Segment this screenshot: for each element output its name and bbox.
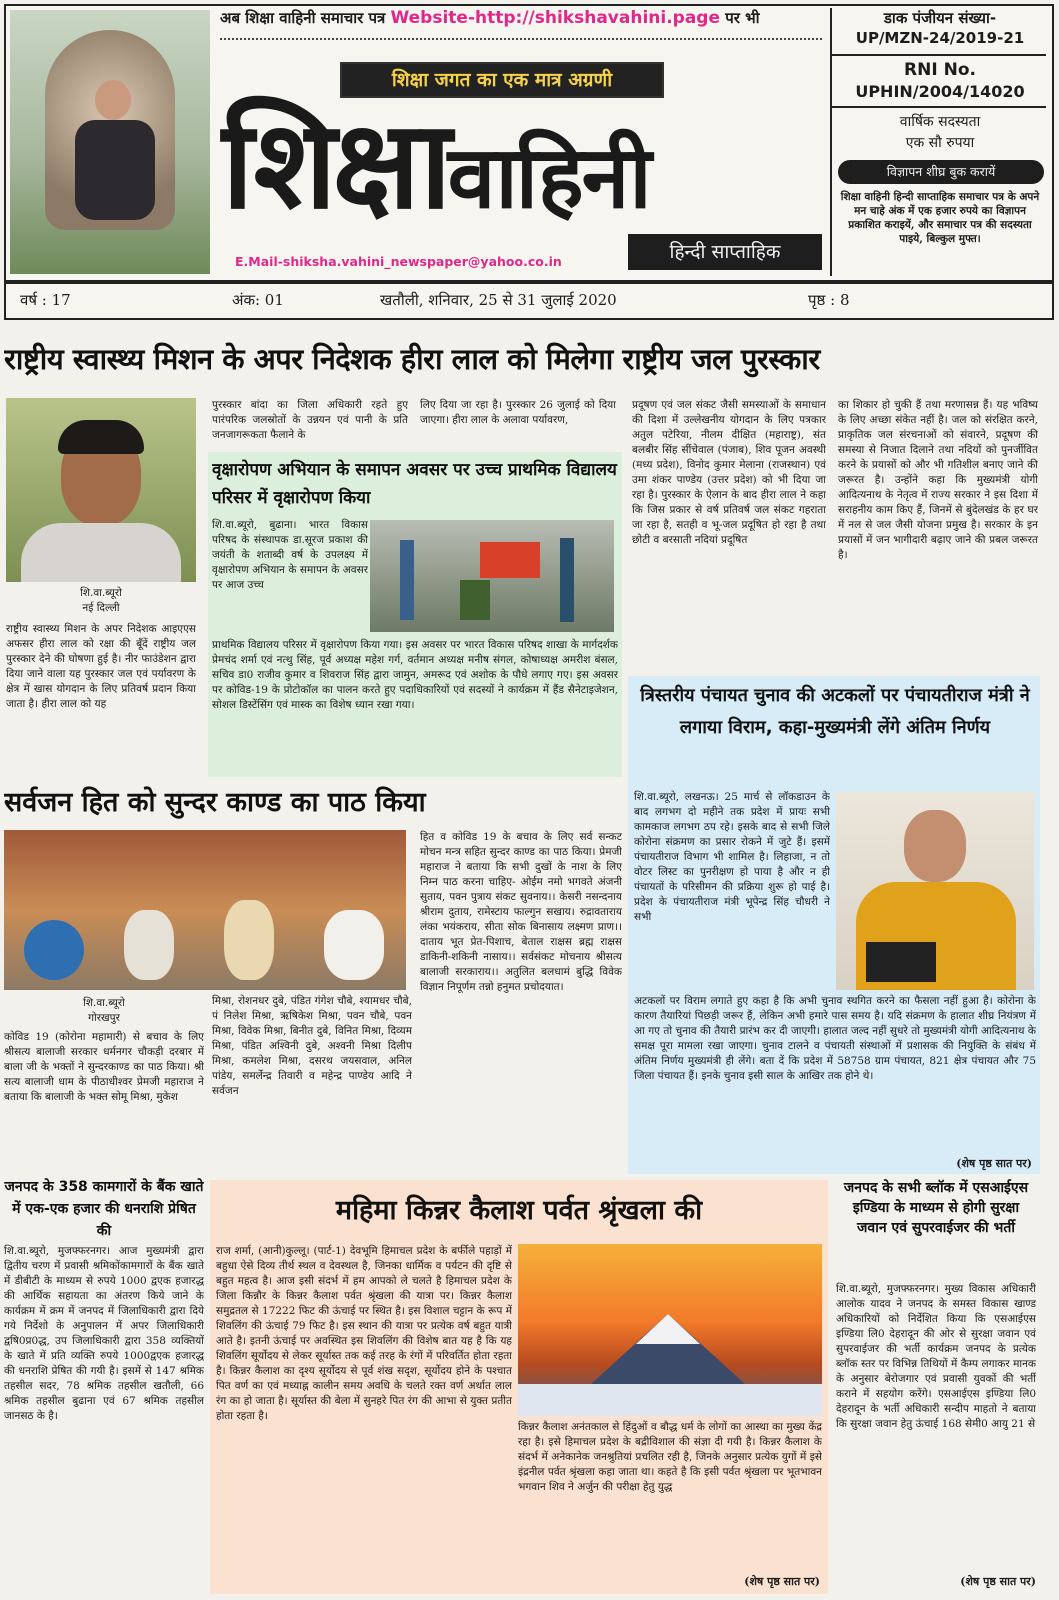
dateline-issue: अंक: 01: [232, 291, 284, 309]
subscription-line-1: वार्षिक सदस्यता: [899, 114, 981, 130]
story2-photo: [370, 520, 614, 632]
dateline-pages: पृष्ठ : 8: [808, 291, 850, 309]
story1-col5: का शिकार हो चुकी हैं तथा मरणासन्न हैं। यह भविष्य के लिए अच्छा संकेत नहीं है। जल को संरक्षित करने, प्राकृतिक जल संरचनाओं को संवारने, प्रदूषण की समस्या से निजात दिलाने तथा नदियों को पुनर्जीवित करने के प्रयासों को और भी गतिशील बनाए जाने की जरूरत है। उन्होंने कहा कि मुख्यमंत्री योगी आदित्यनाथ के नेतृत्व में राज्य सरकार ने इस दिशा में सराहनीय काम किए हैं, जिनमें से बुंदेलखंड के हर घर में नल से जल जैसी योजना प्रमुख है। सरकार के इन प्रयासों में जन भागीदारी बढ़ाए जाने की प्रबल जरूरत है।: [838, 399, 1038, 561]
website-link[interactable]: Website-http://shikshavahini.page: [390, 8, 720, 28]
story6-headline: महिमा किन्नर कैलाश पर्वत श्रृंखला की: [335, 1195, 703, 1226]
weekly-label: हिन्दी साप्ताहिक: [669, 241, 781, 263]
story4-caption-1: शि.वा.ब्यूरो: [83, 997, 125, 1009]
story1-photo: [6, 398, 196, 582]
story6-text-right: किन्नर कैलाश अनंतकाल से हिंदुओं व बौद्ध धर्म के लोगों का आस्था का मुख्य केंद्र रहा है। इसे हिमाचल प्रदेश के बद्रीविशाल की संज्ञा दी गयी है। किन्नर कैलाश के संदर्भ में अनेकानेक जनश्रुतियां प्रचलित रही है, जिनके अनुसार प्रत्येक युगों में इसे इंद्रनील पर्वत श्रृंखला कहा जाता था। कहते है कि इसी पर्वत श्रृंखला पर भूतभावन भगवान शिव ने अर्जुन की परीक्षा हेतु युद्ध: [518, 1421, 822, 1493]
top-line-prefix: अब शिक्षा वाहिनी समाचार पत्र: [220, 9, 386, 27]
dateline-place-date: खतौली, शनिवार, 25 से 31 जुलाई 2020: [380, 291, 617, 309]
dateline-year: वर्ष : 17: [20, 291, 71, 309]
masthead-top-line: [220, 8, 820, 34]
masthead-title: [222, 80, 832, 250]
tagline: शिक्षा जगत का एक मात्र अग्रणी: [391, 69, 613, 91]
postal-number: UP/MZN-24/2019-21: [855, 29, 1025, 47]
main-headline: राष्ट्रीय स्वास्थ्य मिशन के अपर निदेशक हीरा लाल को मिलेगा राष्ट्रीय जल पुरस्कार: [4, 342, 820, 376]
title-vahini: वाहिनी: [447, 127, 650, 228]
story7-continued: (शेष पृष्ठ सात पर): [960, 1575, 1036, 1588]
subscription-line-2: एक सौ रुपया: [905, 135, 975, 151]
story3-continued: (शेष पृष्ठ सात पर): [956, 1157, 1032, 1170]
story3-photo: [836, 792, 1034, 990]
story1-col2-top: पुरस्कार बांदा का जिला अधिकारी रहते हुए पारंपरिक जलस्रोतों के उन्नयन एवं पानी के प्रति जनजागरूकता फैलाने के: [212, 399, 408, 441]
story7-headline: जनपद के सभी ब्लॉक में एसआईएस इण्डिया के माध्यम से होगी सुरक्षा जवान एवं सुपरवाईजर की भर्ती: [843, 1180, 1029, 1236]
masthead-photo: [10, 10, 210, 274]
story2-text-bottom: प्राथमिक विद्यालय परिसर में वृक्षारोपण किया गया। इस अवसर पर भारत विकास परिषद शाखा के मार्गदर्शक प्रेमचंद शर्मा एवं नत्थु सिंह, पूर्व अध्यक्ष महेश गर्ग, वर्तमान अध्यक्ष मनीष संगल, कोषाध्यक्ष अमरीश बंसल, सचिव डा0 राजीव कुमार व शिवराज सिंह द्वारा जामुन, अमरूद एवं अशोक के पौधे लगाए गए। इस अवसर पर कोविड-19 के प्रोटोकॉल का पालन करते हुए पदाधिकारियों एवं सदस्यों ने कार्यक्रम में हैंड सैनेटाइजेशन, सोशल डिस्टेंसिंग एवं मास्क का विशेष ध्यान रखा गया।: [212, 639, 618, 711]
postal-box: [836, 8, 1044, 52]
story5-text: शि.वा.ब्यूरो, मुजफ्फरनगर। आज मुख्यमंत्री द्वारा द्वितीय चरण में प्रवासी श्रमिकोंकामगारों के बैंक खाते में डीबीटी के माध्यम से रुपये 1000 द्वएक हजारद्ध की आर्थिक सहायता का अंतरण किये जाने के कार्यक्रम में क्रम में जनपद में जिलाधिकारी द्वारा दिये गये निर्देशो के अनुपालन में अपर जिलाधिकारी द्वषि0प्र0द्ध, उप जिलाधिकारी द्वारा 358 व्यक्तियों के खाते में प्रति व्यक्ति रुपये 1000द्वएक हजारद्ध की धनराशि प्रेषित की गयी है। इसमें से 147 श्रमिक तहसील सदर, 78 श्रमिक तहसील खतौली, 66 श्रमिक तहसील बुढाना एवं 67 श्रमिक तहसील जानसठ के है।: [4, 1245, 204, 1422]
ad-banner-label: विज्ञापन शीघ्र बुक करायें: [886, 164, 996, 179]
story4-headline: सर्वजन हित को सुन्दर काण्ड का पाठ किया: [4, 787, 426, 818]
story6-continued: (शेष पृष्ठ सात पर): [744, 1575, 820, 1588]
title-shiksha: शिक्षा: [222, 94, 448, 236]
story4-caption: [4, 996, 204, 1028]
email-line[interactable]: E.Mail-shiksha.vahini_newspaper@yahoo.co.in: [235, 254, 562, 269]
postal-divider: [832, 54, 1046, 56]
subscription-box: [836, 112, 1044, 156]
story3-text-left: शि.वा.ब्यूरो, लखनऊ। 25 मार्च से लॉकडाउन के बाद लगभग दो महीने तक प्रदेश में प्रायः सभी कामकाज लगभग ठप रहे। इसके बाद से सभी जिले कोरोना संक्रमण का प्रसार रोकने में जुटे हैं। इसमें पंचायतीराज विभाग भी शामिल है। लिहाजा, न तो वोटर लिस्ट का पुनरीक्षण हो पाया है और न ही पंचायतों के परिसीमन की प्रक्रिया शुरू हो पाई है। प्रदेश के पंचायतीराज मंत्री भूपेन्द्र सिंह चौधरी ने सभी: [634, 791, 830, 923]
story2-text-left: शि.वा.ब्यूरो, बुढाना। भारत विकास परिषद के संस्थापक डा.सूरज प्रकाश की जयंती के शताब्दी वर्ष के उपलक्ष्य में वृक्षारोपण अभियान के समापन के अवसर पर आज उच्च: [212, 519, 368, 591]
story1-col1: राष्ट्रीय स्वास्थ्य मिशन के अपर निदेशक आइएएस अफसर हीरा लाल को रक्षा की बूँदें राष्ट्रीय जल पुरस्कार देने की घोषणा हुई है। नीर फाउंडेशन द्वारा दिया जाने वाला यह पुरस्कार जल एवं पर्यावरण के क्षेत्र में खास योगदान के लिए प्रतिवर्ष प्रदान किया जाता है। हीरा लाल को यह: [6, 623, 196, 710]
top-line-suffix: पर भी: [725, 9, 760, 27]
rni-number: UPHIN/2004/14020: [855, 82, 1025, 101]
story1-col4: प्रदूषण एवं जल संकट जैसी समस्याओं के समाधान की दिशा में उल्लेखनीय योगदान के लिए पत्रकार अतुल पटेरिया, नीलम दीक्षित (महाराष्ट्र), संत बलबीर सिंह सींचेवाल (पंजाब), शिव पूजन अवस्थी (मध्य प्रदेश), विनोद कुमार मेलाना (राजस्थान) एवं उमा शंकर पाण्डेय (उत्तर प्रदेश) को भी दिया जा रहा है। पुरस्कार के ऐलान के बाद हीरा लाल ने कहा कि जिस प्रकार से वर्ष प्रतिवर्ष जल संकट गहराता जा रहा है, सतही व भू-जल प्रदूषित हो रहा है तथा छोटी व बरसाती नदियां प्रदूषित: [632, 399, 826, 546]
story1-caption: [6, 586, 196, 618]
story6-photo: [518, 1244, 822, 1416]
story3-headline: त्रिस्तरीय पंचायत चुनाव की अटकलों पर पंचायतीराज मंत्री ने लगाया विराम, कहा-मुख्यमंत्री लेंगे अंतिम निर्णय: [640, 685, 1030, 738]
masthead-right-column: [830, 8, 832, 276]
postal-label: डाक पंजीयन संख्या-: [883, 9, 997, 27]
rni-divider: [832, 106, 1046, 108]
top-line-divider: [220, 38, 822, 46]
story1-col3-top: लिए दिया जा रहा है। पुरस्कार 26 जुलाई को दिया जाएगा। हीरा लाल के अलावा पर्यावरण,: [420, 399, 616, 426]
story7-text: शि.वा.ब्यूरो, मुजफ्फरनगर। मुख्य विकास अधिकारी आलोक यादव ने जनपद के समस्त विकास खाण्ड अधिकारियों को निर्देशित किया कि एसआईएस इण्डिया लि0 देहरादून की ओर से सुरक्षा जवान एवं सुपरवाईजर की भर्ती कार्यक्रम जनपद के प्रत्येक ब्लॉक स्तर पर विभिन्न तिथियों में कैम्प लगाकर मानक के अनुसार बेरोजगार एवं प्रवासी युवकों की भर्ती कराने में सहयोग करेंगे। एसआईएस इण्डिया लि0 देहरादून के भर्ती अधिकारी सन्दीप माहतो ने बताया कि सुरक्षा जवान हेतु ऊंचाई 168 सेमी0 आयु 21 से: [836, 1283, 1036, 1430]
weekly-box: [628, 234, 822, 270]
story4-caption-2: गोरखपुर: [88, 1012, 120, 1024]
ad-banner: [838, 160, 1044, 184]
story3-text-bottom: अटकलों पर विराम लगाते हुए कहा है कि अभी चुनाव स्थगित करने का फैसला नहीं हुआ है। कोरोना के कारण तैयारियां पिछड़ी जरूर हैं, लेकिन अभी हमारे पास समय है। यदि संक्रमण के हालात शीघ्र नियंत्रण में आ गए तो चुनाव की तैयारी प्रारंभ कर दी जाएगी। हालात जल्द नहीं सुधरे तो मुख्यमंत्री योगी आदित्यनाथ के समक्ष पूरा मामला रखा जाएगा। चुनाव टालने व पंचायती संस्थाओं में प्रशासक की नियुक्ति के संबंध में अंतिम निर्णय मुख्यमंत्री ही लेंगे। बता दें कि प्रदेश में 58758 ग्राम पंचायत, 821 क्षेत्र पंचायत और 75 जिला पंचायत हैं। इनके चुनाव इसी साल के आखिर तक होने थे।: [634, 995, 1036, 1082]
rni-box: [836, 60, 1044, 106]
story1-caption-2: नई दिल्ली: [82, 602, 120, 614]
story2-headline: वृक्षारोपण अभियान के समापन अवसर पर उच्च प्राथमिक विद्यालय परिसर में वृक्षारोपण किया: [212, 460, 617, 508]
story4-col2: मिश्रा, रोशनधर दुबे, पंडित गंगेश चौबे, श्यामधर चौबे, पं निलेश मिश्रा, ऋषिकेश मिश्रा, पवन चौबे, पवन मिश्रा, विवेक मिश्रा, बिनीत दुबे, विनित मिश्रा, दिव्यम मिश्रा, पंडित अश्विनी दुबे, अश्वनी मिश्रा दिलीप मिश्रा, कमलेश मिश्रा, दसरथ जयसवाल, अनिल पांडेय, समर्लेन्द्र तिवारी व महेन्द्र पाण्डेय आदि ने सर्वजन: [212, 995, 412, 1097]
story4-col1: कोविड 19 (कोरोना महामारी) से बचाव के लिए श्रीसत्य बालाजी सरकार धर्मनगर चौकड़ी दरबार में बाला जी के भक्तों ने सुन्दरकाण्ड का पाठ किया। श्री सत्य बालाजी धाम के पीठाधीश्वर प्रेमजी महाराज ने बताया कि बालाजी के भक्त सोमू मिश्रा, मुकेश: [4, 1031, 204, 1103]
story1-caption-1: शि.वा.ब्यूरो: [80, 587, 122, 599]
story4-col3: हित व कोविड 19 के बचाव के लिए सर्व सन्कट मोचन मन्त्र सहित सुन्दर काण्ड का पाठ किया। प्रेमजी महाराज ने बताया कि सभी दुखों के नाश के लिए निम्न पाठ करना चाहिए- ओईम नमो भगवते अंजनी सुताय, पवन पुत्राय संकट सुवनाय।। केसरी नसन्दनाय श्रीराम दुताय, रामेस्टाय फाल्गुन सखाय। रुद्रावताराय लंका भयंकराय, सीता सोक बिनासाय लक्ष्मण प्राण।। दाताय भूत प्रेत-पिशाच, बेताल राक्षस ब्रह्म राक्षस डाकिनी-शकिनी नासाय।। सर्वसंकट मोचनाय श्रीसत्य बालाजी सरकाराय।। अतुलित बलधामं बुद्धि विवेक विज्ञान निपूर्णम तन्नो हनुमत प्रचोदयात।: [420, 831, 622, 993]
rni-label: RNI No.: [904, 60, 976, 80]
ad-text: शिक्षा वाहिनी हिन्दी साप्ताहिक समाचार पत्र के अपने मन चाहे अंक में एक हजार रुपये का विज्ञापन प्रकाशित कराइयें, और समाचार पत्र की सदस्यता पाइये, बिल्कुल मुफ्त।: [840, 191, 1040, 245]
story4-photo: [4, 830, 406, 990]
story6-text-left: राज शर्मा, (आनी)कुल्लू। (पार्ट-1) देवभूमि हिमाचल प्रदेश के बर्फीले पहाड़ों में बहुधा ऐसे दिव्य तीर्थ स्थल व देवस्थल है, जिनका धार्मिक व पर्यटन की दृष्टि से बहुत महत्व है। आज इसी संदर्भ में हम आपको ले चलते है हिमाचल प्रदेश के जिला किन्नौर के किन्नर कैलाश पर्वत श्रृंखला की यात्रा पर। किन्नर कैलाश समुद्रतल से 17222 फिट की ऊंचाई पर स्थित है। इस विशाल चट्टान के रूप में शिवलिंग की ऊंचाई 79 फिट है। इस स्थान की यात्रा पर प्रत्येक वर्ष बहुत यात्री आते है। इतनी ऊंचाई पर अवस्थित इस शिवलिंग की विशेष बात यह है कि यह शिवलिंग सूर्योदय से लेकर सूर्यास्त तक कई तरह के रंगों में परिवर्तित होता रहता है। किन्नर कैलाश का दृश्य सूर्योदय से पूर्व शंख सदृश, सूर्योदय होने के पश्चात पित वर्ण का एवं मध्याह्न कालीन समय अवधि के चलते रक्त वर्ण अर्थात लाल रंग का हो जाता है। सूर्यास्त की बेला में सुनहरे पित रंग की आभा से युक्त प्रतीत होता रहता है।: [216, 1245, 512, 1422]
story5-headline: जनपद के 358 कामगारों के बैंक खाते में एक-एक हजार की धनराशि प्रेषित की: [4, 1179, 204, 1239]
